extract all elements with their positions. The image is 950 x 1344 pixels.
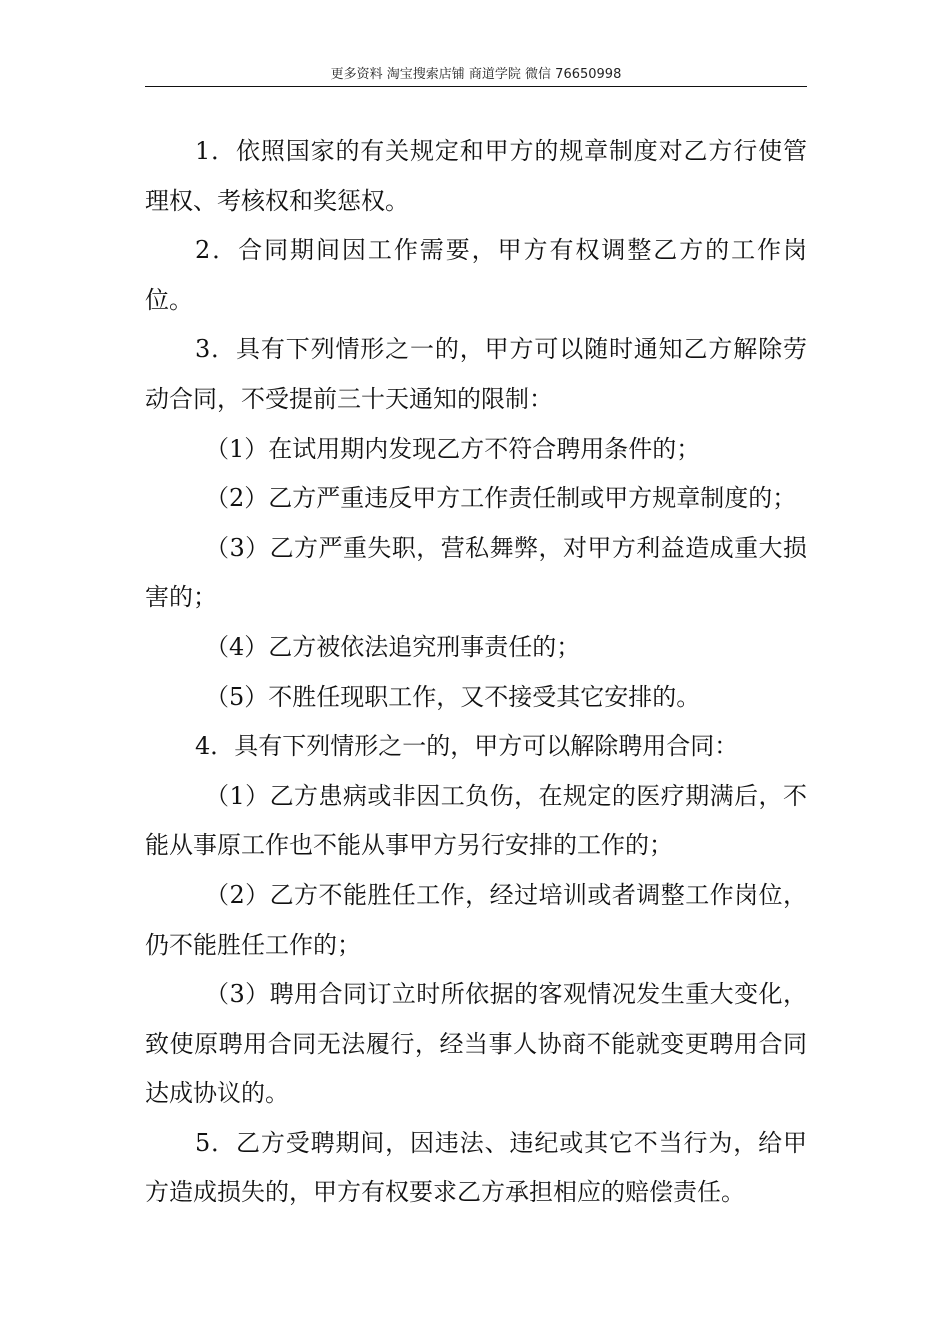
clause-4: 4．具有下列情形之一的，甲方可以解除聘用合同： [195, 732, 739, 761]
clause-3-item-1: （1）在试用期内发现乙方不符合聘用条件的； [205, 434, 701, 463]
clause-4-item-2: （2）乙方不能胜任工作，经过培训或者调整工作岗位，仍不能胜任工作的； [145, 880, 807, 959]
clause-5: 5．乙方受聘期间，因违法、违纪或其它不当行为，给甲方造成损失的，甲方有权要求乙方承担相应的赔偿责任。 [145, 1128, 807, 1207]
header-divider [145, 86, 807, 87]
clause-4-item-1: （1）乙方患病或非因工负伤，在规定的医疗期满后，不能从事原工作也不能从事甲方另行安排的工作的； [145, 781, 807, 860]
clause-3-item-4: （4）乙方被依法追究刑事责任的； [205, 632, 581, 661]
document-body [145, 127, 807, 1218]
clause-3-item-5: （5）不胜任现职工作，又不接受其它安排的。 [205, 682, 701, 711]
clause-1: 1．依照国家的有关规定和甲方的规章制度对乙方行使管理权、考核权和奖惩权。 [145, 137, 807, 215]
clause-3-item-3: （3）乙方严重失职，营私舞弊，对甲方利益造成重大损害的； [145, 533, 807, 612]
clause-3-item-2: （2）乙方严重违反甲方工作责任制或甲方规章制度的； [205, 484, 797, 513]
page-header: 更多资料 淘宝搜索店铺 商道学院 微信 76650998 [330, 67, 622, 82]
clause-4-item-3: （3）聘用合同订立时所依据的客观情况发生重大变化，致使原聘用合同无法履行，经当事人协商不能就变更聘用合同达成协议的。 [145, 980, 807, 1108]
clause-2: 2．合同期间因工作需要，甲方有权调整乙方的工作岗位。 [145, 236, 807, 314]
clause-3: 3．具有下列情形之一的，甲方可以随时通知乙方解除劳动合同，不受提前三十天通知的限制： [145, 335, 807, 413]
